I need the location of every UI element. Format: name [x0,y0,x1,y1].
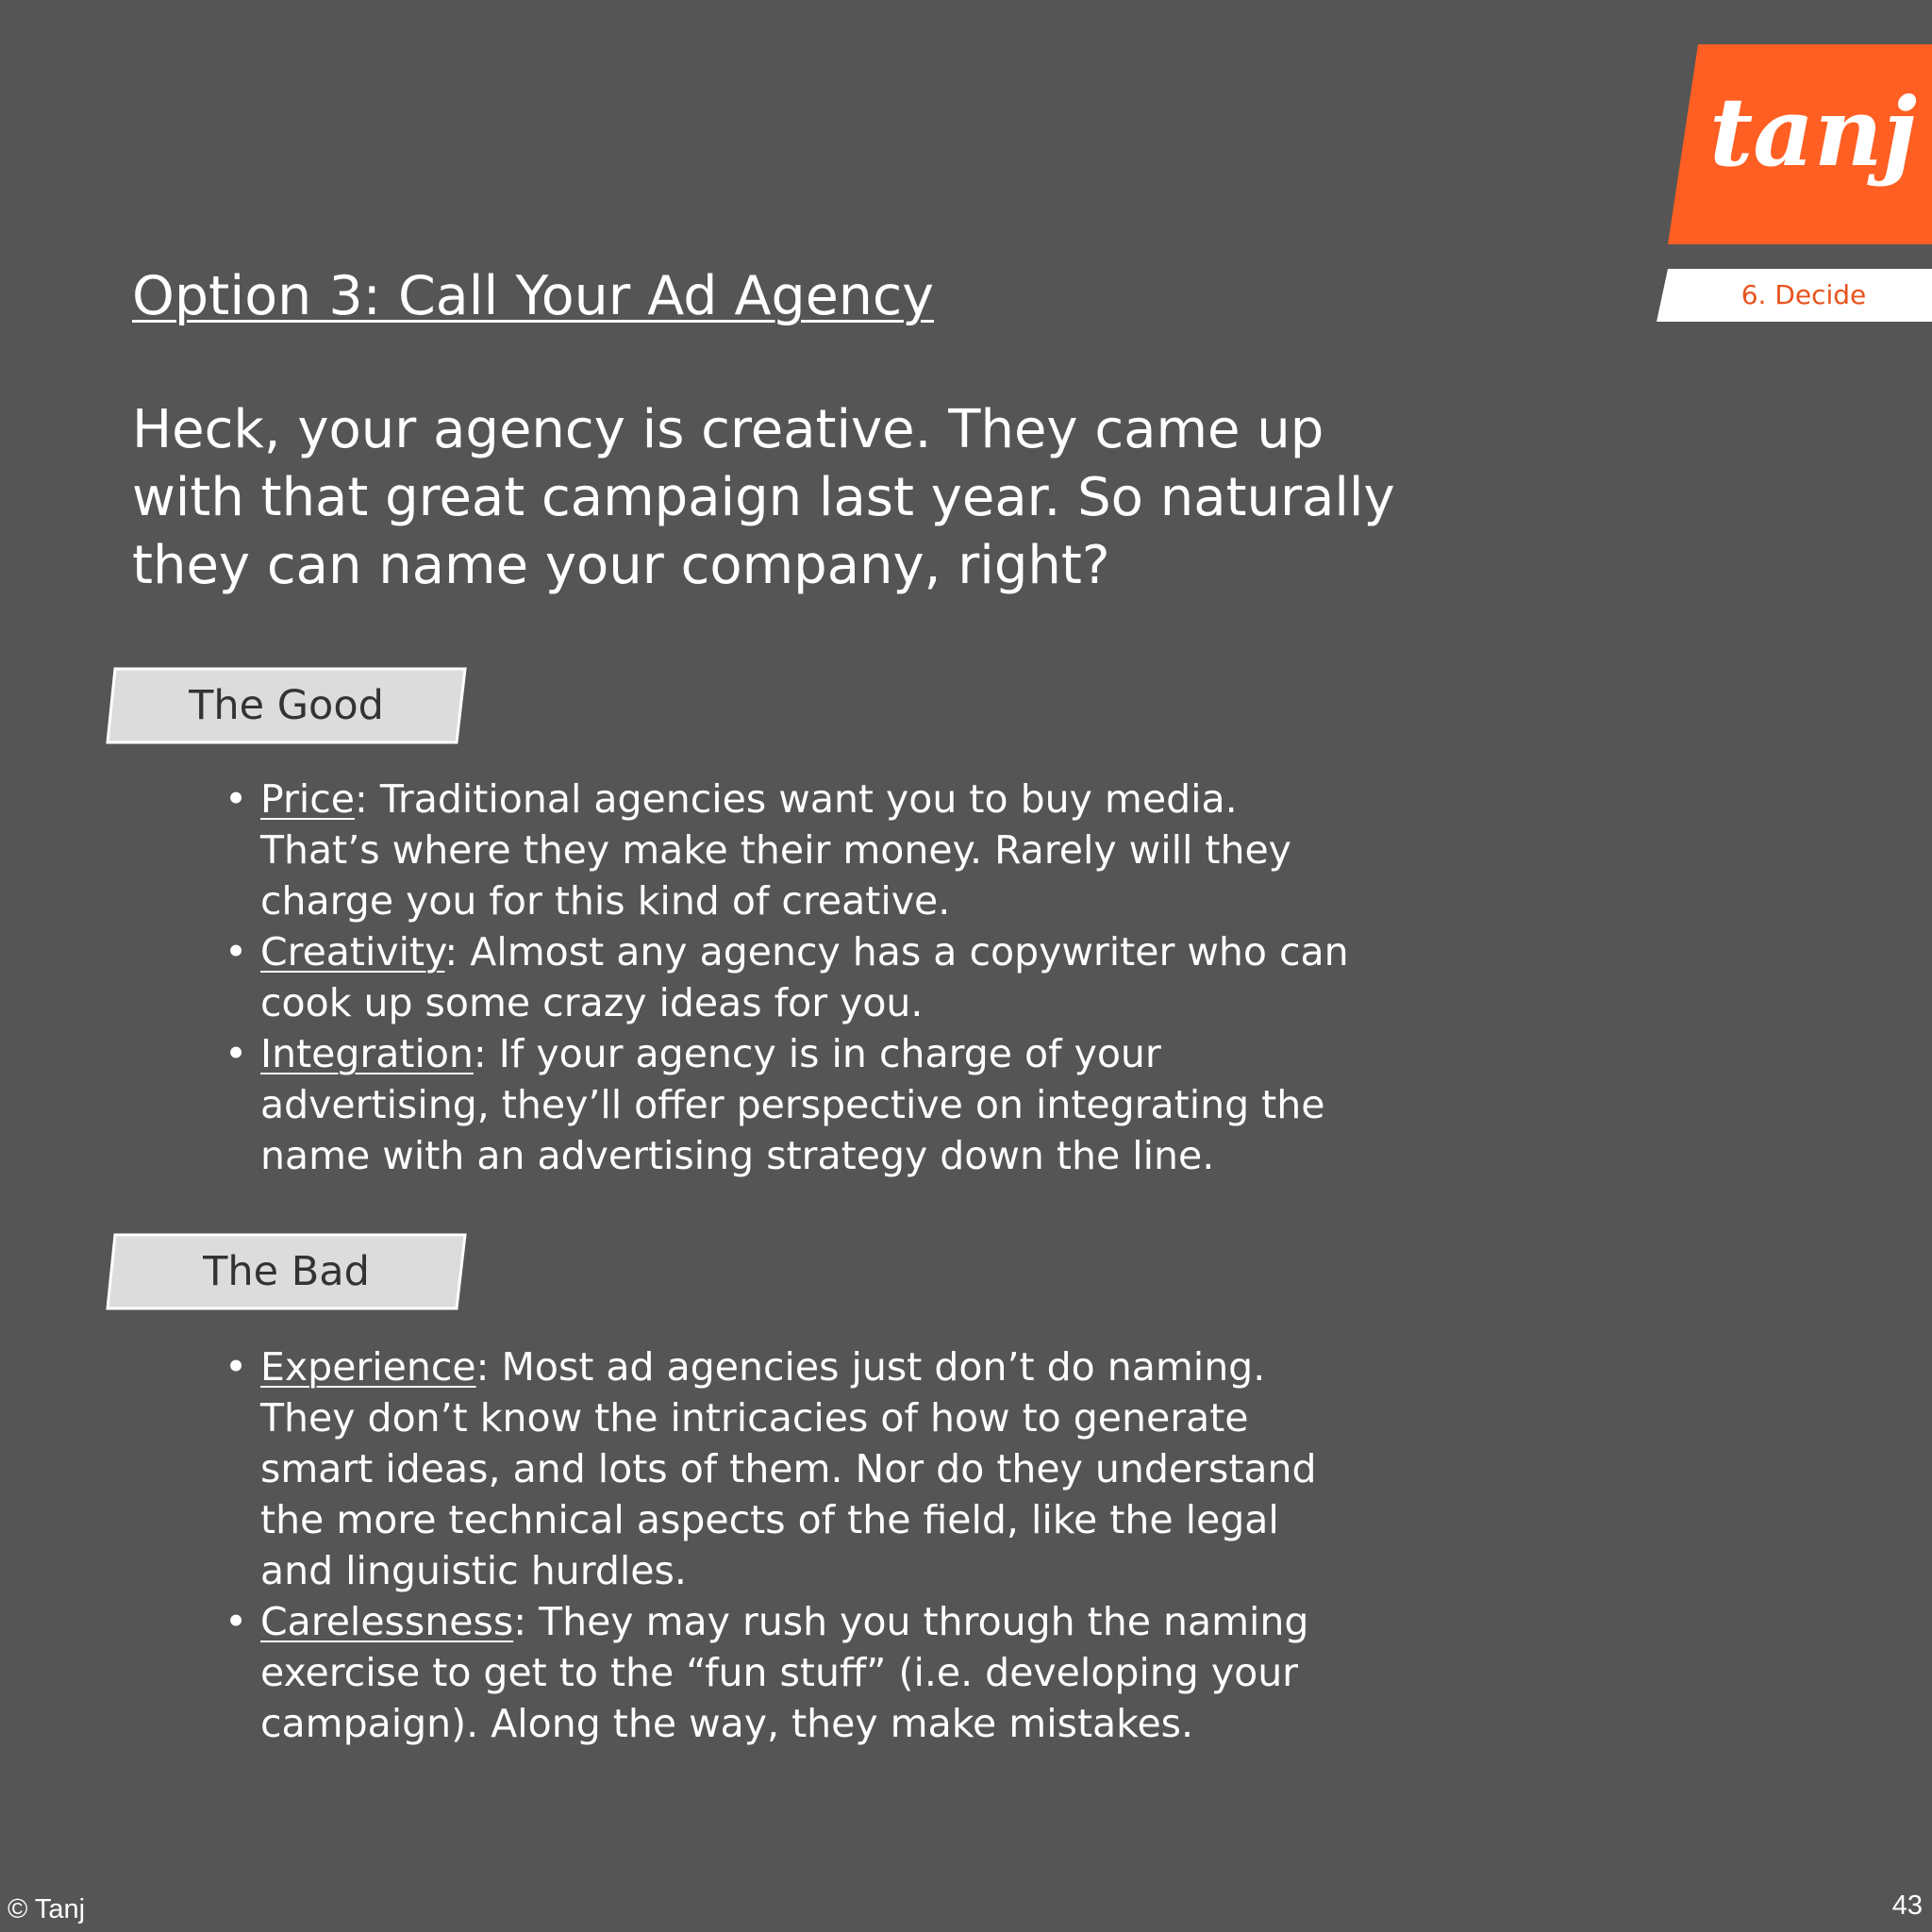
item-line: cook up some crazy ideas for you. [260,980,924,1025]
item-first-line [260,926,1349,977]
bad-list [223,1341,1317,1749]
item-text: : They may rush you through the naming [513,1599,1309,1644]
svg-text:tanj: tanj [1709,76,1917,188]
list-item-carelessness [223,1596,1317,1749]
list-item-experience [223,1341,1317,1596]
item-first-line [260,1341,1317,1392]
list-item-price [223,774,1349,926]
the-bad-heading [106,1233,467,1310]
item-text: : If your agency is in charge of your [473,1031,1161,1076]
the-bad-heading-label: The Bad [203,1248,370,1295]
copyright-notice: © Tanj [8,1894,86,1924]
intro-paragraph [132,396,1395,600]
list-item-integration [223,1028,1349,1181]
intro-line: with that great campaign last year. So naturally [132,467,1395,528]
intro-line: they can name your company, right? [132,535,1110,596]
item-line: and linguistic hurdles. [260,1548,687,1593]
page-title: Option 3: Call Your Ad Agency [132,265,934,327]
list-item-creativity [223,926,1349,1028]
item-line: charge you for this kind of creative. [260,878,951,924]
bullet-icon: • [225,1031,248,1076]
item-text: : Traditional agencies want you to buy media. [355,776,1238,822]
the-good-heading [106,667,467,744]
bullet-icon: • [225,929,248,974]
item-line: exercise to get to the “fun stuff” (i.e. developing your [260,1650,1299,1695]
page-number: 43 [1891,1890,1923,1921]
section-tag [1657,269,1932,322]
item-term: Creativity [260,929,445,974]
item-term: Experience [260,1344,476,1390]
item-first-line [260,1596,1317,1647]
item-line: campaign). Along the way, they make mistakes. [260,1701,1194,1746]
item-line: They don’t know the intricacies of how to generate [260,1395,1249,1441]
item-text: : Almost any agency has a copywriter who can [444,929,1349,974]
item-text: : Most ad agencies just don’t do naming. [475,1344,1266,1390]
bullet-icon: • [225,776,248,822]
section-tag-label: 6. Decide [1740,279,1867,310]
item-term: Integration [260,1031,474,1076]
bullet-icon: • [225,1599,248,1644]
item-line: smart ideas, and lots of them. Nor do they understand [260,1446,1317,1491]
item-first-line [260,1028,1349,1079]
tanj-logo [1668,44,1932,244]
item-line: the more technical aspects of the field, like the legal [260,1497,1279,1542]
bullet-icon: • [225,1344,248,1390]
good-list [223,774,1349,1181]
item-line: name with an advertising strategy down the line. [260,1133,1215,1178]
intro-line: Heck, your agency is creative. They came up [132,399,1324,460]
item-line: That’s where they make their money. Rarely will they [260,827,1291,873]
item-term: Carelessness [260,1599,514,1644]
item-term: Price [260,776,356,822]
item-line: advertising, they’ll offer perspective on integrating the [260,1082,1325,1127]
the-good-heading-label: The Good [189,682,384,729]
item-first-line [260,774,1349,824]
